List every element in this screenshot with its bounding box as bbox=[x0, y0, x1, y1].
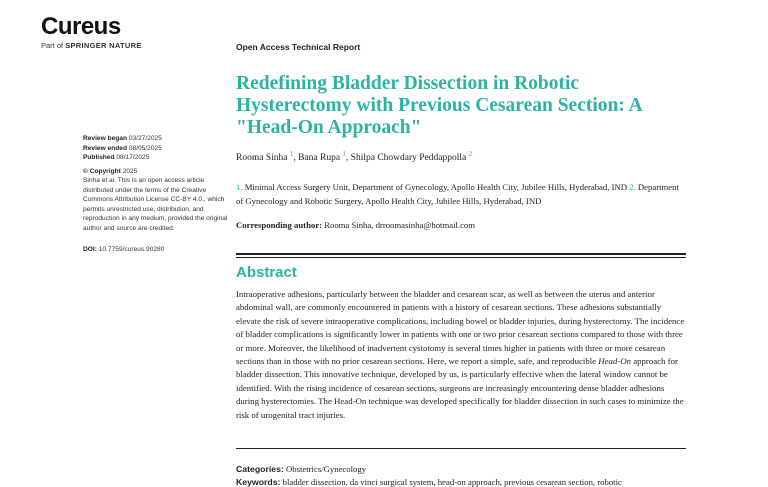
author-name[interactable]: Rooma Sinha bbox=[236, 153, 288, 164]
corresponding-author bbox=[236, 220, 475, 230]
review-began-date: 03/27/2025 bbox=[128, 135, 162, 142]
abstract-text-part2: approach for bladder dissection. This innovative technique, developed by us, is particularly effective when the lateral window cannot be identified. With the rising incidence of cesarean sections, surgeons are increasingly encountering dense bladder adhesions during hysterectomies. The Head-On technique was developed specifically for bladder dissection in such cases to minimize the risk of urogenital tract injuries. bbox=[236, 356, 684, 420]
review-began-label: Review began bbox=[83, 135, 127, 142]
cureus-logo[interactable] bbox=[41, 14, 142, 50]
affiliation-number: 2. bbox=[629, 182, 636, 192]
keywords-label: Keywords: bbox=[236, 477, 281, 487]
corresponding-value[interactable]: Rooma Sinha, drroomasinha@hotmail.com bbox=[324, 220, 476, 230]
affiliation-number: 1. bbox=[236, 182, 243, 192]
author-affiliation-ref[interactable]: 1 bbox=[289, 150, 294, 158]
published-date: 08/17/2025 bbox=[116, 154, 150, 161]
doi-value[interactable]: 10.7759/cureus.90280 bbox=[98, 246, 165, 253]
license-text: Sinha et al. This is an open access article distributed under the terms of the Creative Commons Attribution License CC-BY 4.0., which permits unrestricted use, distribution, and reproduction in any medium, provided the original author and source are credited. bbox=[83, 177, 228, 232]
abstract-divider-top-thin bbox=[236, 257, 686, 258]
affiliation-text: Minimal Access Surgery Unit, Department of Gynecology, Apollo Health City, Jubilee Hills, Hyderabad, IND bbox=[244, 182, 628, 192]
abstract-divider-bottom bbox=[236, 448, 686, 449]
abstract-heading: Abstract bbox=[236, 264, 297, 281]
abstract-text-part1: Intraoperative adhesions, particularly between the bladder and cesarean scar, as well as between the uterus and anterior abdominal wall, are commonly encountered in patients with a history of cesarean sections. These adhesions substantially elevate the risk of severe intraoperative complications, including bowel or bladder injuries, during hysterectomy. The incidence of bladder complications is significantly lower in patients with one or two prior cesarean sections compared to those with three or more. Moreover, the likelihood of inadvertent cystotomy is several times higher in patients with three or more cesarean sections than in those with no prior cesarean sections. Here, we report a simple, safe, and reproducible bbox=[236, 289, 685, 367]
corresponding-label: Corresponding author: bbox=[236, 220, 323, 230]
report-type: Open Access Technical Report bbox=[236, 42, 361, 52]
affiliation-text: Department of Gynecology and Robotic Surgery, Apollo Health City, Jubilee Hills, Hyderabad, IND bbox=[236, 182, 679, 206]
author-affiliation-ref[interactable]: 2 bbox=[468, 150, 473, 158]
article-title: Redefining Bladder Dissection in Robotic Hysterectomy with Previous Cesarean Section: A "Head-On Approach" bbox=[236, 73, 642, 138]
keywords-value: bladder dissection, da vinci surgical system, head-on approach, previous cesarean section, robotic bbox=[282, 477, 622, 487]
categories bbox=[236, 464, 366, 474]
article-meta-sidebar bbox=[83, 134, 233, 255]
affiliations bbox=[236, 180, 686, 208]
author-name[interactable]: Shilpa Chowdary Peddappolla bbox=[350, 153, 467, 164]
author-list: Rooma Sinha $^1$, Bana Rupa $^1$, Shilpa Chowdary Peddappolla $^2$ bbox=[236, 150, 473, 164]
logo-sub-publisher: SPRINGER NATURE bbox=[65, 41, 142, 50]
keywords bbox=[236, 477, 622, 487]
abstract-text-italic: Head-On bbox=[598, 356, 632, 367]
review-ended-label: Review ended bbox=[83, 144, 127, 152]
review-dates bbox=[83, 134, 233, 163]
published-label: Published bbox=[83, 154, 115, 161]
categories-value[interactable]: Obstetrics/Gynecology bbox=[285, 464, 367, 474]
abstract-divider-top bbox=[236, 253, 686, 255]
logo-subtitle bbox=[41, 41, 142, 50]
logo-sub-prefix: Part of bbox=[41, 41, 64, 50]
doi-block bbox=[83, 245, 233, 255]
copyright-year: 2025 bbox=[122, 167, 138, 175]
copyright-label: © Copyright bbox=[83, 167, 121, 175]
doi-label: DOI: bbox=[83, 246, 97, 253]
categories-label: Categories: bbox=[236, 464, 284, 474]
author-name[interactable]: Bana Rupa bbox=[298, 153, 341, 164]
abstract-body bbox=[236, 288, 688, 422]
copyright-block bbox=[83, 167, 233, 234]
author-affiliation-ref[interactable]: 1 bbox=[342, 150, 346, 158]
review-ended-date: 08/05/2025 bbox=[128, 144, 162, 152]
logo-wordmark: Cureus bbox=[41, 13, 121, 40]
